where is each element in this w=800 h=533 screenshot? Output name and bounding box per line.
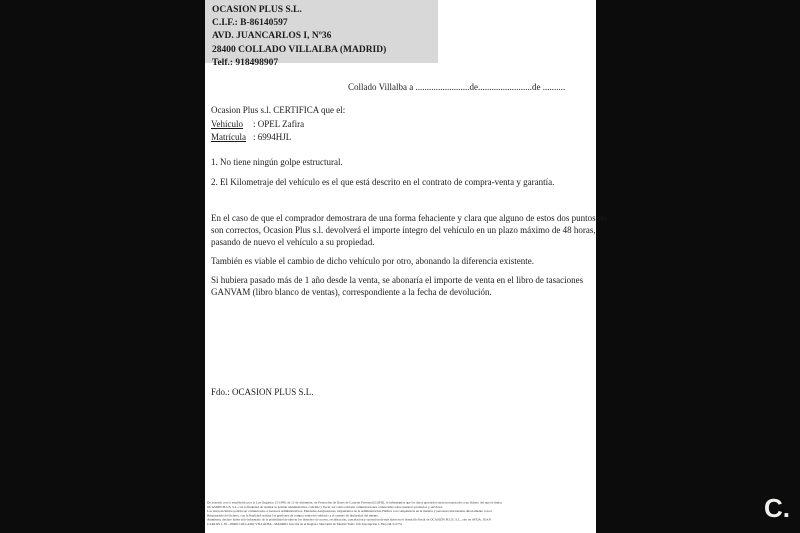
point-2: 2. El Kilometraje del vehículo es el que está descrito en el contrato de compra-venta y garantía. xyxy=(211,177,555,187)
company-phone: Telf.: 918498907 xyxy=(212,57,279,68)
paragraph-3-line-2: GANVAM (libro blanco de ventas), correspondiente a la fecha de devolución. xyxy=(211,287,492,298)
certificate-document xyxy=(205,0,607,533)
plate-value: 6994HJL xyxy=(257,132,292,143)
coches-net-watermark-logo: C. xyxy=(764,493,790,523)
paragraph-1-line-1: En el caso de que el comprador demostrara de una forma fehaciente y clara que alguno de estos dos puntos no xyxy=(211,213,607,223)
plate-label: Matrícula xyxy=(211,132,246,143)
plate-row xyxy=(211,131,345,145)
paragraph-3-line-1: Si hubiera pasado más de 1 año desde la venta, se abonaría el importe de venta en el libro de tasaciones xyxy=(211,274,584,285)
vehicle-row xyxy=(211,118,345,132)
legal-fine-print xyxy=(207,501,597,527)
vehicle-sep: : xyxy=(253,118,256,129)
vehicle-label: Vehículo xyxy=(211,118,243,129)
company-address: AVD. JUANCARLOS I, Nº36 xyxy=(212,31,332,42)
legal-line-1: De acuerdo con lo establecido por la Ley Orgánica 15/1999, de 13 de diciembre, de Protección de Datos de Carácter Personal (LOPD), le informamos que los datos aportados serán incorporados a un fichero del que es titular xyxy=(207,501,502,505)
legal-line-5: Asimismo, declaro haber sido informado de la posibilidad de ejercer los derechos de acceso, rectificación, cancelación y oposición de mis datos en el domicilio fiscal de OCASIÓN PLUS, S.L., sito en AVDA. JUAN xyxy=(207,518,491,522)
company-name: OCASION PLUS S.L. xyxy=(212,5,302,15)
company-header-block xyxy=(205,0,438,68)
paragraph-1-line-3: pasando de nuevo el vehículo a su propiedad. xyxy=(211,237,375,248)
point-1: 1. No tiene ningún golpe estructural. xyxy=(211,157,343,167)
certified-points xyxy=(211,157,554,197)
date-line: Collado Villalba a ........................de........................de .......... xyxy=(348,82,566,92)
company-cif: C.I.F.: B-86140597 xyxy=(212,18,288,29)
plate-sep: : xyxy=(253,132,256,143)
certification-block xyxy=(211,104,345,145)
body-paragraphs xyxy=(211,212,607,298)
legal-line-3: Los datos incluidos podrán ser comunicados a Gestores Administrativos, Entidades Aseguradoras, Organismos de la Administración Pública con competencia en la materia y personas relacionadas directamente con el xyxy=(207,509,492,514)
company-city: 28400 COLLADO VILLALBA (MADRID) xyxy=(212,44,387,55)
vehicle-value: OPEL Zafira xyxy=(257,118,305,129)
legal-line-2: OCASIÓN PLUS, S.L. con la finalidad de realizar la gestión administrativa, contable y fiscal, así como enviarle comunicaciones comerciales sobre nuestros productos y servicios. xyxy=(207,505,444,509)
paragraph-2: También es viable el cambio de dicho vehículo por otro, abonando la diferencia existente. xyxy=(211,255,535,266)
signature-line: Fdo.: OCASION PLUS S.L. xyxy=(211,387,314,397)
certifies-line: Ocasion Plus s.l. CERTIFICA que el: xyxy=(211,105,346,115)
legal-line-6: CARLOS I, 36 - 28400 COLLADO VILLALBA - MADRID. Inscrita en el Registro Mercantil de Madrid Tomo 150, Inscripción 1, Hoja M-511731 xyxy=(207,522,403,526)
legal-line-4: Responsable del fichero, con la finalidad realizar las gestiones de compra venta del vehículo y el cambio de titularidad del mismo. xyxy=(207,513,379,518)
paragraph-1-line-2: son correctos, Ocasion Plus s.l. devolverá el importe íntegro del vehículo en un plazo máximo de 48 horas, xyxy=(211,225,596,236)
